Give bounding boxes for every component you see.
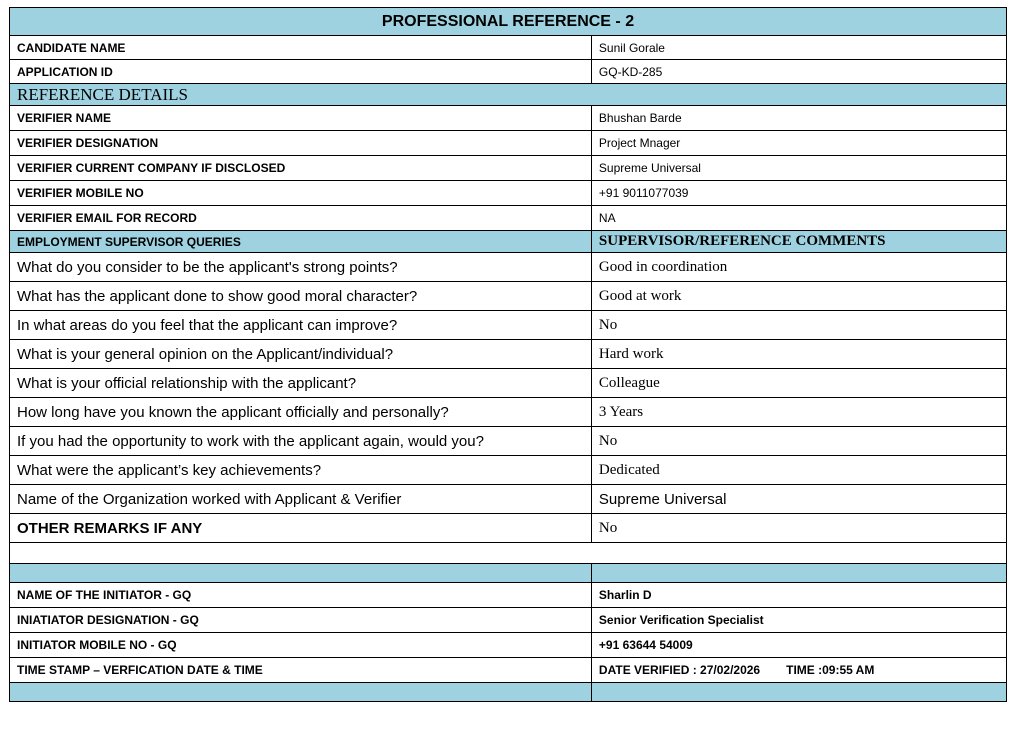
reference-section-title: REFERENCE DETAILS [10,84,1007,106]
initiator-designation-label: INIATIATOR DESIGNATION - GQ [10,608,592,633]
query-row [10,253,1007,282]
initiator-mobile-row [10,633,1007,658]
initiator-mobile-value: +91 63644 54009 [591,633,1006,658]
verifier-company-row [10,156,1007,181]
query-question: What is your general opinion on the Applicant/individual? [10,340,592,369]
initiator-designation-row [10,608,1007,633]
query-row [10,340,1007,369]
application-id-label: APPLICATION ID [10,60,592,84]
remarks-value: No [591,514,1006,543]
time-verified: TIME :09:55 AM [786,663,875,677]
candidate-name-label: CANDIDATE NAME [10,36,592,60]
query-row [10,311,1007,340]
application-id-value: GQ-KD-285 [591,60,1006,84]
verifier-mobile-row [10,181,1007,206]
candidate-name-value: Sunil Gorale [591,36,1006,60]
query-answer: 3 Years [591,398,1006,427]
organization-row [10,485,1007,514]
query-question: What do you consider to be the applicant's strong points? [10,253,592,282]
query-answer: Hard work [591,340,1006,369]
remarks-row [10,514,1007,543]
initiator-header-row [10,564,1007,583]
verifier-name-label: VERIFIER NAME [10,106,592,131]
organization-value: Supreme Universal [591,485,1006,514]
query-row [10,398,1007,427]
verifier-company-label: VERIFIER CURRENT COMPANY IF DISCLOSED [10,156,592,181]
verifier-mobile-label: VERIFIER MOBILE NO [10,181,592,206]
verifier-designation-row [10,131,1007,156]
verifier-name-row [10,106,1007,131]
queries-header-left: EMPLOYMENT SUPERVISOR QUERIES [10,231,592,253]
reference-table [9,7,1007,702]
initiator-name-value: Sharlin D [591,583,1006,608]
verifier-email-value: NA [591,206,1006,231]
query-row [10,369,1007,398]
query-answer: Colleague [591,369,1006,398]
query-answer: Dedicated [591,456,1006,485]
blank-cell [10,543,1007,564]
query-question: If you had the opportunity to work with the applicant again, would you? [10,427,592,456]
queries-header-row [10,231,1007,253]
query-answer: Good at work [591,282,1006,311]
footer-right [591,683,1006,702]
initiator-name-label: NAME OF THE INITIATOR - GQ [10,583,592,608]
query-row [10,282,1007,311]
date-verified: DATE VERIFIED : 27/02/2026 [598,663,761,677]
query-row [10,456,1007,485]
organization-label: Name of the Organization worked with Applicant & Verifier [10,485,592,514]
query-question: How long have you known the applicant officially and personally? [10,398,592,427]
verifier-mobile-value: +91 9011077039 [591,181,1006,206]
queries-header-right: SUPERVISOR/REFERENCE COMMENTS [591,231,1006,253]
reference-form [9,7,1007,702]
query-question: What were the applicant’s key achievements? [10,456,592,485]
initiator-header-right [591,564,1006,583]
query-question: What has the applicant done to show good moral character? [10,282,592,311]
query-answer: Good in coordination [591,253,1006,282]
initiator-mobile-label: INITIATOR MOBILE NO - GQ [10,633,592,658]
verifier-designation-label: VERIFIER DESIGNATION [10,131,592,156]
initiator-designation-value: Senior Verification Specialist [591,608,1006,633]
timestamp-value [591,658,1006,683]
verifier-company-value: Supreme Universal [591,156,1006,181]
timestamp-row [10,658,1007,683]
initiator-name-row [10,583,1007,608]
query-row [10,427,1007,456]
query-question: What is your official relationship with the applicant? [10,369,592,398]
application-id-row [10,60,1007,84]
candidate-name-row [10,36,1007,60]
verifier-designation-value: Project Mnager [591,131,1006,156]
title-row [10,8,1007,36]
reference-section-row [10,84,1007,106]
query-question: In what areas do you feel that the applicant can improve? [10,311,592,340]
query-answer: No [591,427,1006,456]
remarks-label: OTHER REMARKS IF ANY [10,514,592,543]
footer-row [10,683,1007,702]
verifier-email-label: VERIFIER EMAIL FOR RECORD [10,206,592,231]
verifier-email-row [10,206,1007,231]
timestamp-label: TIME STAMP – VERFICATION DATE & TIME [10,658,592,683]
query-answer: No [591,311,1006,340]
page-title: PROFESSIONAL REFERENCE - 2 [10,8,1007,36]
footer-left [10,683,592,702]
verifier-name-value: Bhushan Barde [591,106,1006,131]
initiator-header-left [10,564,592,583]
blank-row [10,543,1007,564]
